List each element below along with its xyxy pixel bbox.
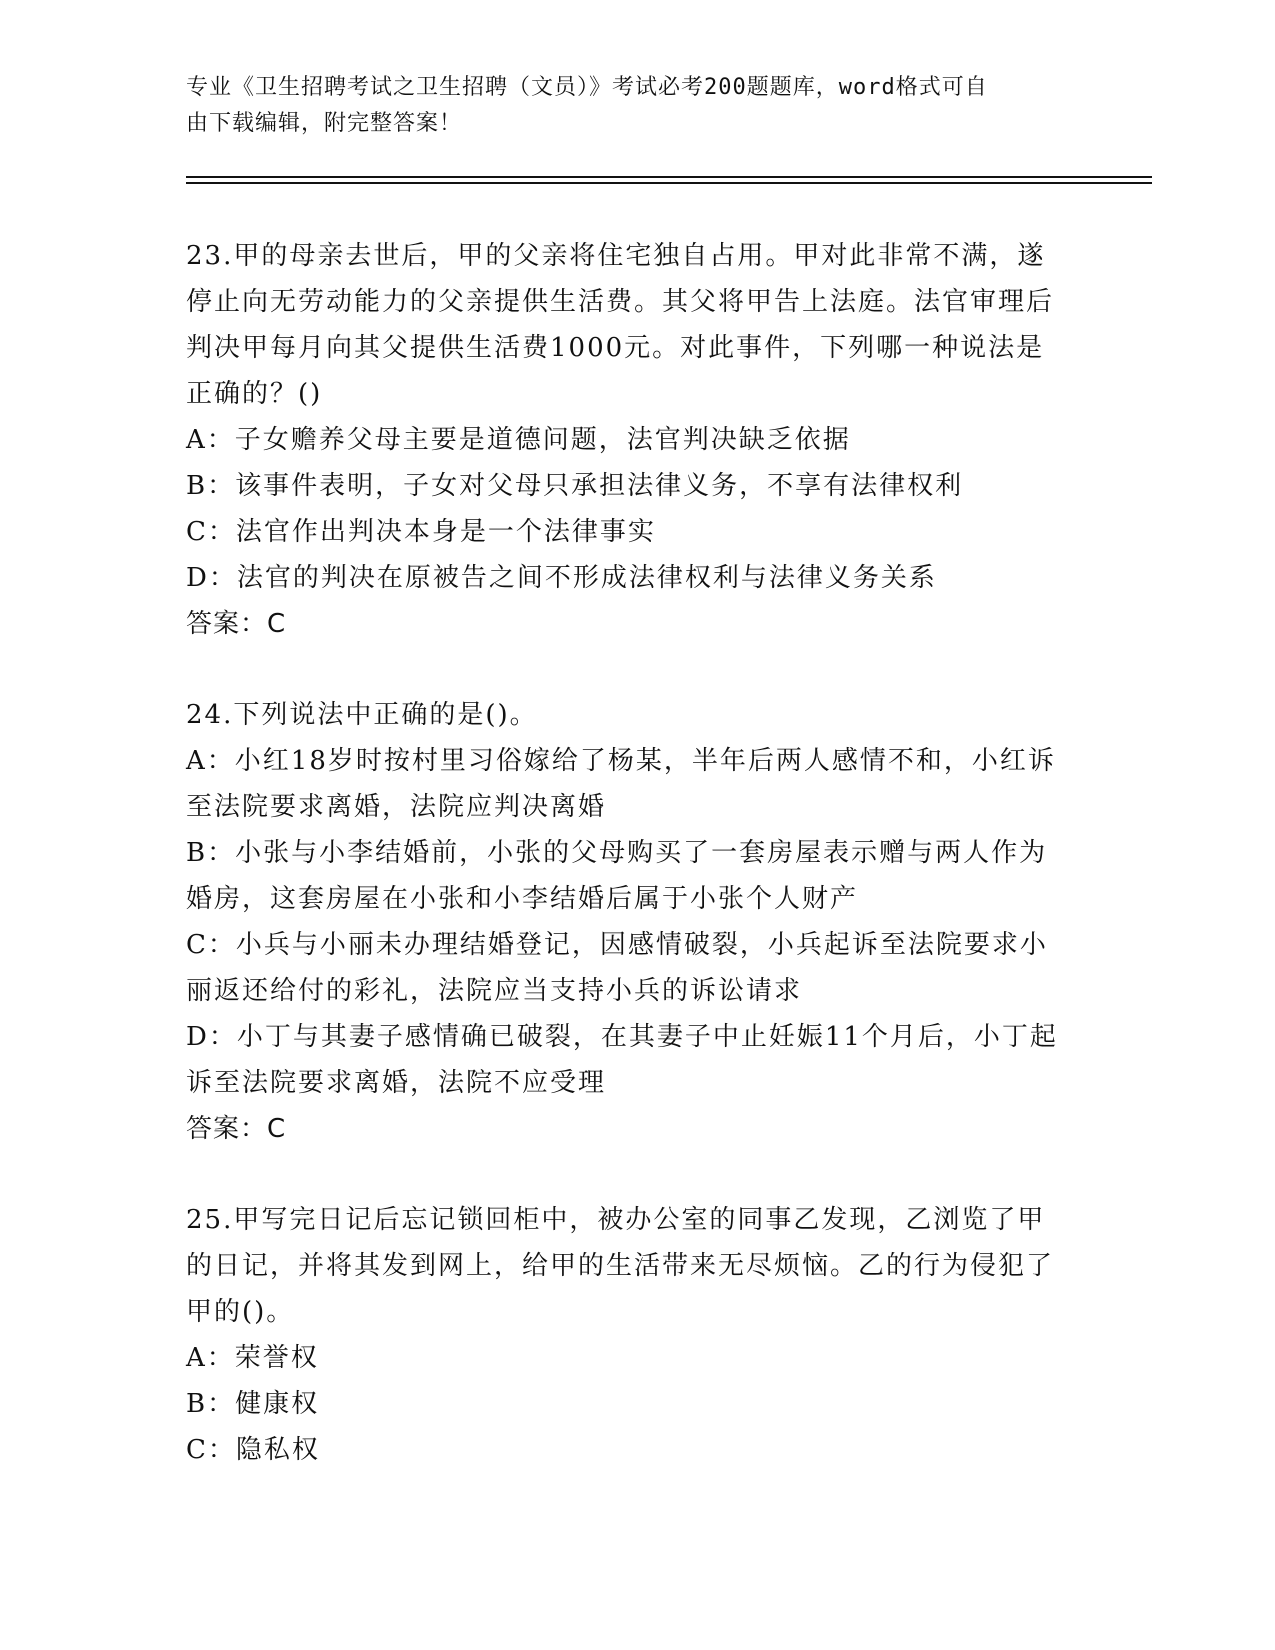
question-25 [186,1197,1066,1473]
answer-line: 答案：C [186,1114,287,1144]
option-c: C：小兵与小丽未办理结婚登记，因感情破裂，小兵起诉至法院要求小丽返还给付的彩礼，法院应当支持小兵的诉讼请求 [186,930,1048,1006]
option-c: C：隐私权 [186,1435,320,1465]
header-line-1: 专业《卫生招聘考试之卫生招聘（文员）》考试必考200题题库，word格式可自 [186,75,988,100]
question-list [186,233,1066,1518]
option-c: C：法官作出判决本身是一个法律事实 [186,517,656,547]
option-b: B：该事件表明，子女对父母只承担法律义务，不享有法律权利 [186,471,964,501]
option-a: A：子女赡养父母主要是道德问题，法官判决缺乏依据 [186,425,851,455]
option-b: B：健康权 [186,1389,320,1419]
header-line-2: 由下载编辑，附完整答案！ [186,111,463,136]
option-d: D：法官的判决在原被告之间不形成法律权利与法律义务关系 [186,563,937,593]
question-stem: 23.甲的母亲去世后，甲的父亲将住宅独自占用。甲对此非常不满，遂停止向无劳动能力的父亲提供生活费。其父将甲告上法庭。法官审理后判决甲每月向其父提供生活费1000元。对此事件，下列哪一种说法是正确的？() [186,241,1055,409]
option-a: A：小红18岁时按村里习俗嫁给了杨某，半年后两人感情不和，小红诉至法院要求离婚，法院应判决离婚 [186,746,1056,822]
answer-line: 答案：C [186,609,287,639]
option-a: A：荣誉权 [186,1343,319,1373]
question-stem: 24.下列说法中正确的是()。 [186,700,538,730]
header-divider-top [186,176,1152,178]
option-d: D：小丁与其妻子感情确已破裂，在其妻子中止妊娠11个月后，小丁起诉至法院要求离婚，法院不应受理 [186,1022,1058,1098]
question-stem: 25.甲写完日记后忘记锁回柜中，被办公室的同事乙发现，乙浏览了甲的日记，并将其发到网上，给甲的生活带来无尽烦恼。乙的行为侵犯了甲的()。 [186,1205,1055,1327]
document-header [186,70,1066,142]
header-divider-bottom [186,182,1152,184]
question-24 [186,692,1066,1152]
option-b: B：小张与小李结婚前，小张的父母购买了一套房屋表示赠与两人作为婚房，这套房屋在小张和小李结婚后属于小张个人财产 [186,838,1048,914]
question-23 [186,233,1066,647]
